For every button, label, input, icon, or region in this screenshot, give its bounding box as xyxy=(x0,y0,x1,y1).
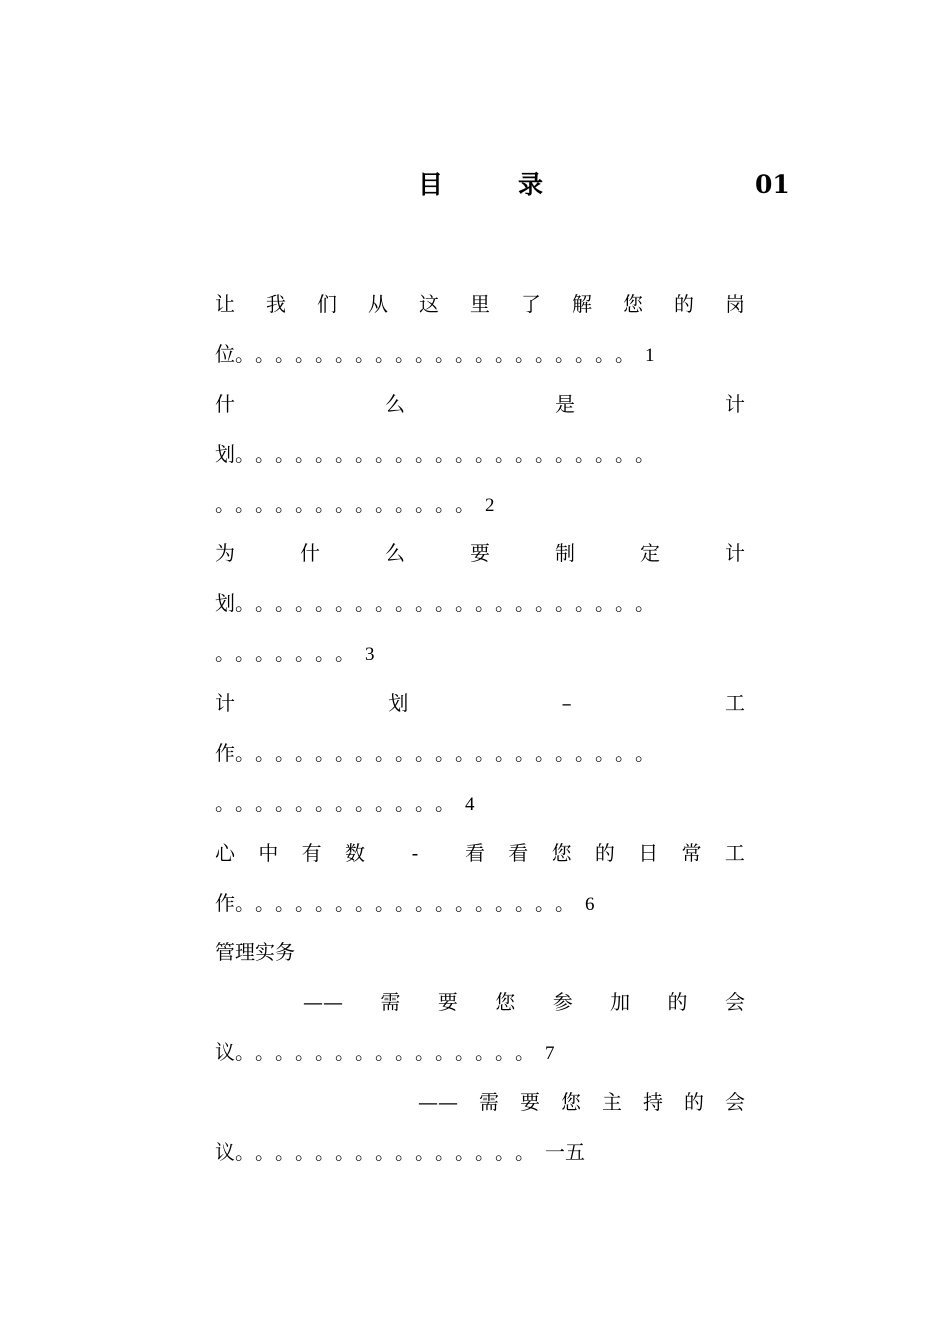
toc-char: 让 xyxy=(215,292,235,316)
toc-char: 需 xyxy=(380,990,401,1014)
toc-title xyxy=(0,168,950,202)
toc-char: 这 xyxy=(419,292,439,316)
toc-char: 计 xyxy=(215,691,235,715)
toc-entry-6a-tail: 议 xyxy=(215,1040,235,1064)
toc-entry-4-tail: 作 xyxy=(215,741,235,765)
toc-char: 是 xyxy=(555,392,575,416)
toc-char: 什 xyxy=(300,541,320,565)
toc-entry-3-tail: 划 xyxy=(215,591,235,615)
title-char-2: 录 xyxy=(518,170,544,199)
toc-leader-dots: 。。。。。。。。。。。。。 xyxy=(215,492,485,516)
toc-char: 我 xyxy=(266,292,286,316)
toc-char: 了 xyxy=(521,292,541,316)
title-char-1: 目 xyxy=(418,170,444,199)
title-number: 01 xyxy=(755,170,790,199)
toc-entry-6a-page: 7 xyxy=(545,1043,555,1064)
toc-char: 从 xyxy=(368,292,388,316)
toc-char: 什 xyxy=(215,392,235,416)
toc-entry-5-line-2 xyxy=(215,888,595,918)
toc-char: 定 xyxy=(640,541,660,565)
toc-char: 您 xyxy=(561,1090,581,1114)
toc-char: 主 xyxy=(602,1090,622,1114)
toc-entry-3-line-1 xyxy=(215,538,745,568)
toc-char: 的 xyxy=(684,1090,704,1114)
toc-entry-4-line-2 xyxy=(215,738,665,768)
toc-char: 制 xyxy=(555,541,575,565)
toc-char: 数 xyxy=(344,841,365,865)
toc-char: 工 xyxy=(724,691,745,715)
toc-char: 的 xyxy=(667,990,688,1014)
toc-entry-4-line-3 xyxy=(215,788,475,818)
toc-char: 看 xyxy=(464,841,485,865)
toc-char: 计 xyxy=(725,541,745,565)
toc-entry-2-line-3 xyxy=(215,489,495,519)
toc-entry-2-line-2 xyxy=(215,439,665,469)
toc-char: 的 xyxy=(594,841,615,865)
toc-char: 会 xyxy=(725,1090,745,1114)
toc-leader-dots: 。。。。。。。。。。。。。。。。。。。。 xyxy=(235,342,645,366)
toc-leader-dots: 。。。。。。。。。。。。。。。。。。。。。 xyxy=(235,741,665,765)
toc-char: 需 xyxy=(479,1090,499,1114)
toc-char: 么 xyxy=(385,392,405,416)
toc-leader-dots: 。。。。。。。。。。。。。。。 xyxy=(235,1140,545,1164)
toc-entry-3-page: 3 xyxy=(365,644,375,665)
toc-entry-4-line-1 xyxy=(215,688,745,718)
toc-char: 持 xyxy=(643,1090,663,1114)
toc-entry-6b-tail: 议 xyxy=(215,1140,235,1164)
toc-char: 看 xyxy=(508,841,529,865)
toc-char: 么 xyxy=(385,541,405,565)
toc-char: 要 xyxy=(437,990,458,1014)
toc-char: 中 xyxy=(258,841,279,865)
toc-char: 心 xyxy=(215,841,235,865)
toc-entry-3-line-3 xyxy=(215,638,375,668)
toc-char: 有 xyxy=(301,841,322,865)
toc-char: 划 xyxy=(388,691,409,715)
toc-leader-dots: 。。。。。。。。。。。。。。。。。 xyxy=(235,891,585,915)
toc-entry-4-page: 4 xyxy=(465,794,475,815)
toc-section-heading: 管理实务 xyxy=(215,940,295,964)
toc-char: 们 xyxy=(317,292,337,316)
toc-leader-dots: 。。。。。。。。。。。。。。。。。。。。。 xyxy=(235,442,665,466)
toc-leader-dots: 。。。。。。。。。。。。。。。 xyxy=(235,1040,545,1064)
toc-entry-3-line-2 xyxy=(215,588,665,618)
toc-entry-2-page: 2 xyxy=(485,495,495,516)
toc-char: 为 xyxy=(215,541,235,565)
toc-char: 日 xyxy=(638,841,659,865)
toc-char: 的 xyxy=(674,292,694,316)
toc-leader-dots: 。。。。。。。 xyxy=(215,641,365,665)
toc-entry-2-line-1 xyxy=(215,389,745,419)
toc-char: 里 xyxy=(470,292,490,316)
toc-entry-2-tail: 划 xyxy=(215,442,235,466)
toc-entry-6b-line-2 xyxy=(215,1137,585,1167)
toc-entry-5-line-1 xyxy=(215,838,745,868)
toc-char: – xyxy=(561,691,572,715)
toc-leader-dots: 。。。。。。。。。。。。。。。。。。。。。 xyxy=(235,591,665,615)
toc-entry-5-tail: 作 xyxy=(215,891,235,915)
toc-char: 您 xyxy=(623,292,643,316)
toc-char: 解 xyxy=(572,292,592,316)
toc-entry-6b-line-1 xyxy=(418,1087,745,1117)
toc-char: 您 xyxy=(495,990,516,1014)
toc-char: 要 xyxy=(470,541,490,565)
toc-entry-6b-page: 一五 xyxy=(545,1140,585,1164)
toc-char: 岗 xyxy=(725,292,745,316)
toc-char: 要 xyxy=(520,1090,540,1114)
toc-char: 参 xyxy=(552,990,573,1014)
toc-char: 常 xyxy=(681,841,702,865)
toc-entry-6a-line-1 xyxy=(303,987,745,1017)
toc-char: —— xyxy=(303,990,343,1014)
toc-char: 加 xyxy=(610,990,631,1014)
toc-leader-dots: 。。。。。。。。。。。。 xyxy=(215,791,465,815)
toc-char: —— xyxy=(418,1090,458,1114)
toc-entry-1-line-2 xyxy=(215,339,655,369)
toc-entry-1-page: 1 xyxy=(645,345,655,366)
toc-char: 工 xyxy=(724,841,745,865)
toc-entry-1-tail: 位 xyxy=(215,342,235,366)
toc-entry-5-page: 6 xyxy=(585,894,595,915)
toc-entry-1-line-1 xyxy=(215,289,745,319)
toc-char: 会 xyxy=(724,990,745,1014)
toc-char: 计 xyxy=(725,392,745,416)
toc-char: - xyxy=(411,841,419,865)
toc-entry-6a-line-2 xyxy=(215,1037,555,1067)
toc-char: 您 xyxy=(551,841,572,865)
